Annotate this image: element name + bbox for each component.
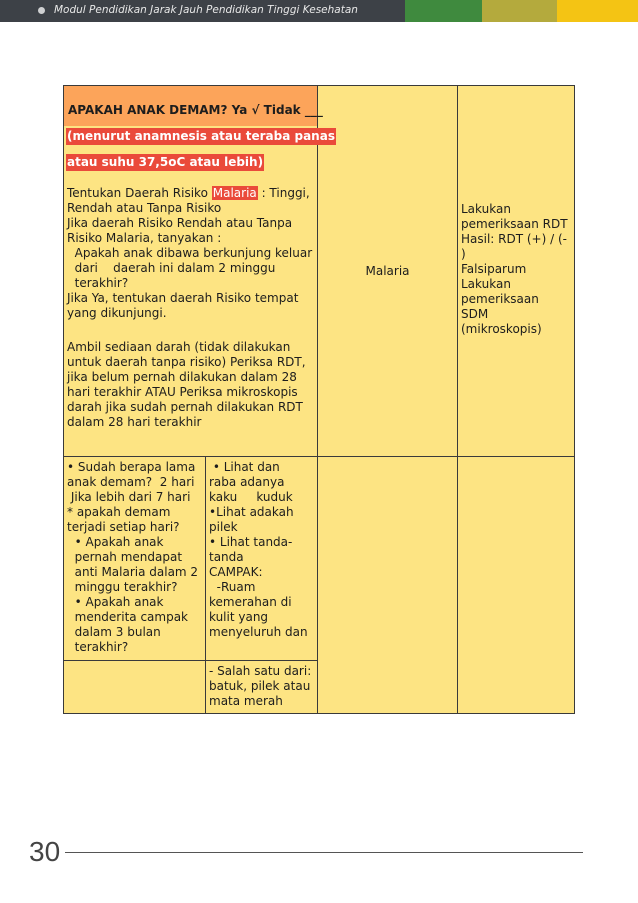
fever-question-text: APAKAH ANAK DEMAM? Ya √ Tidak ___ (68, 103, 323, 117)
header-olive-segment (482, 0, 557, 22)
ask-line: • Apakah anak (67, 595, 164, 609)
look-line: kulit yang (209, 610, 269, 624)
ask-line: anti Malaria dalam 2 (67, 565, 199, 579)
ask-line: * apakah demam (67, 505, 171, 519)
action-line: (mikroskopis) (461, 322, 542, 336)
instruction-line: Apakah anak dibawa berkunjung keluar (67, 246, 313, 260)
blood-sample-instructions (67, 340, 317, 430)
ask-questions (67, 460, 207, 655)
look-signs-extra (209, 664, 317, 709)
action-line: Falsiparum (461, 262, 527, 276)
table-border-left (63, 85, 64, 714)
page-header (0, 0, 638, 22)
table-border-bottom (63, 713, 575, 714)
footer-rule (65, 852, 583, 853)
instruction-line: Risiko Malaria, tanyakan : (67, 231, 222, 245)
action-line: pemeriksaan RDT (461, 217, 568, 231)
instruction-line: Ambil sediaan darah (tidak dilakukan (67, 340, 291, 354)
fever-criteria-line-1: (menurut anamnesis atau teraba panas (67, 129, 335, 143)
look-line: CAMPAK: (209, 565, 263, 579)
look-line: • Lihat tanda- (209, 535, 293, 549)
ask-line: dalam 3 bulan (67, 625, 161, 639)
look-line: kemerahan di (209, 595, 292, 609)
look-line: •Lihat adakah (209, 505, 294, 519)
header-green-segment (405, 0, 482, 22)
table-col-line-1 (317, 85, 318, 714)
instruction-line: darah jika sudah pernah dilakukan RDT (67, 400, 303, 414)
header-title: Modul Pendidikan Jarak Jauh Pendidikan Tinggi Kesehatan (54, 4, 358, 16)
action-column (461, 202, 573, 337)
look-line: menyeluruh dan (209, 625, 308, 639)
fever-criteria-line-2: atau suhu 37,5oC atau lebih) (67, 155, 264, 169)
fever-question-heading (64, 86, 323, 126)
ask-line: terjadi setiap hari? (67, 520, 180, 534)
page-number: 30 (29, 836, 61, 867)
risk-area-text-end: : Tinggi, (257, 186, 310, 200)
ask-line: terakhir? (67, 640, 129, 654)
instruction-line: jika belum pernah dilakukan dalam 28 (67, 370, 297, 384)
table-border-right (574, 85, 575, 714)
look-line: tanda (209, 550, 244, 564)
header-yellow-segment (557, 0, 638, 22)
action-line: Lakukan (461, 202, 511, 216)
action-line: Hasil: RDT (+) / (- ) (461, 232, 567, 261)
risk-area-text: Tentukan Daerah Risiko (67, 186, 212, 200)
ask-line: • Apakah anak (67, 535, 164, 549)
instruction-line: dari daerah ini dalam 2 minggu (67, 261, 276, 275)
instruction-line: dalam 28 hari terakhir (67, 415, 202, 429)
action-line: pemeriksaan (461, 292, 539, 306)
instruction-line: hari terakhir ATAU Periksa mikroskopis (67, 385, 298, 399)
action-line: Lakukan (461, 277, 511, 291)
ask-line: pernah mendapat (67, 550, 183, 564)
malaria-highlight: Malaria (212, 186, 257, 200)
instruction-line: Jika daerah Risiko Rendah atau Tanpa (67, 216, 293, 230)
look-line: raba adanya (209, 475, 285, 489)
instruction-line: Jika Ya, tentukan daerah Risiko tempat (67, 291, 299, 305)
look-line: - Salah satu dari: (209, 664, 312, 678)
instruction-line: terakhir? (67, 276, 129, 290)
instruction-line: untuk daerah tanpa risiko) Periksa RDT, (67, 355, 306, 369)
instruction-line: Rendah atau Tanpa Risiko (67, 201, 222, 215)
table-row-line-2 (63, 660, 317, 661)
header-bullet-icon (38, 7, 45, 14)
ask-line: menderita campak (67, 610, 189, 624)
action-line: SDM (461, 307, 489, 321)
look-line: pilek (209, 520, 238, 534)
ask-line: • Sudah berapa lama (67, 460, 196, 474)
ask-line: Jika lebih dari 7 hari (67, 490, 191, 504)
ask-line: minggu terakhir? (67, 580, 178, 594)
risk-area-first-line (67, 186, 317, 201)
classification-malaria: Malaria (365, 264, 410, 278)
look-line: kaku kuduk (209, 490, 293, 504)
instruction-line: yang dikunjungi. (67, 306, 167, 320)
header-title-bar (0, 0, 405, 22)
look-line: -Ruam (209, 580, 256, 594)
table-row-line-1 (63, 456, 575, 457)
table-col-line-2 (457, 85, 458, 714)
risk-area-instructions (67, 186, 317, 321)
look-line: • Lihat dan (209, 460, 280, 474)
ask-line: anak demam? 2 hari (67, 475, 195, 489)
look-signs (209, 460, 317, 640)
look-line: mata merah (209, 694, 283, 708)
look-line: batuk, pilek atau (209, 679, 311, 693)
